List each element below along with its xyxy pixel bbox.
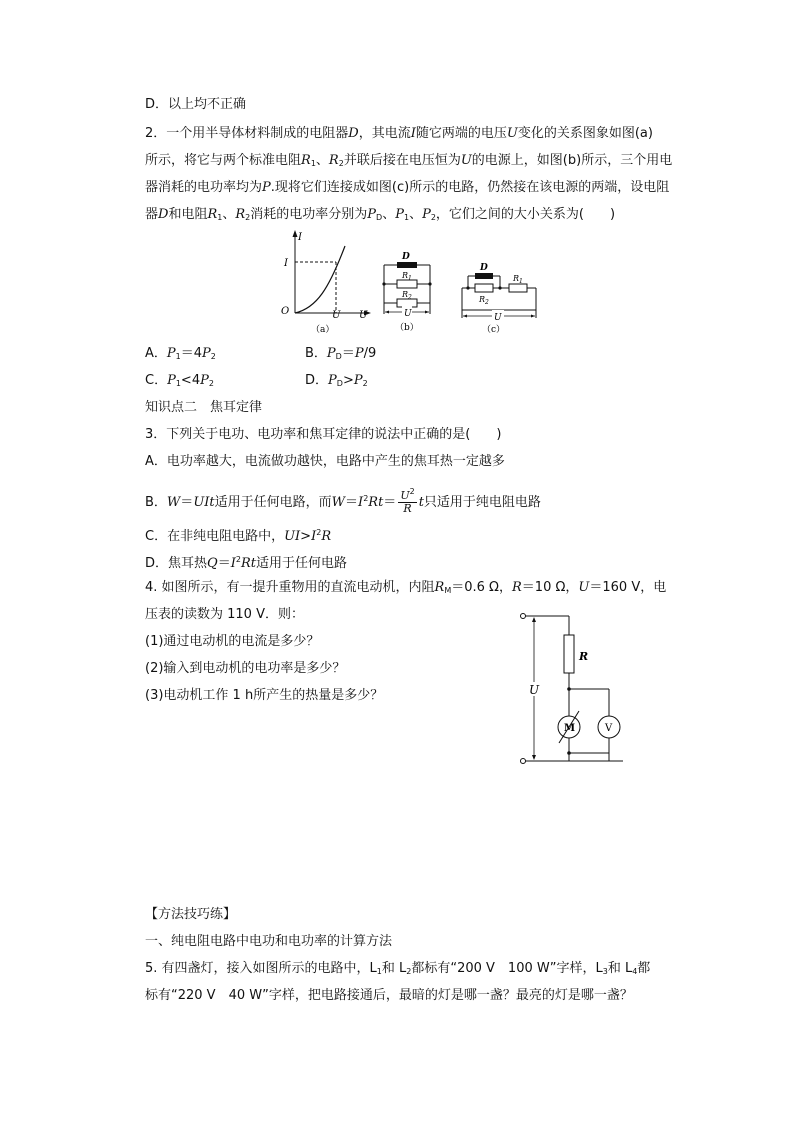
q3-stem: 3．下列关于电功、电功率和焦耳定律的说法中正确的是( ) bbox=[145, 427, 502, 442]
q2-stem-line3: 器消耗的电功率均为P.现将它们连接成如图(c)所示的电路，仍然接在该电源的两端，设电阻 bbox=[145, 180, 670, 195]
q4-sub2: (2)输入到电动机的电功率是多少？ bbox=[145, 661, 346, 676]
q4-stem-line1: 4. 如图所示，有一提升重物用的直流电动机，内阻$R_M=0.6$ Ω，R＝10 Ω，U＝160 V，电 bbox=[145, 580, 667, 595]
label-u: U bbox=[404, 309, 412, 319]
q3-option-b: B．W＝UIt适用于任何电路，而$W=I^2Rt=$ $\frac{U^2}{R}$ t只适用于纯电阻电路 bbox=[145, 487, 541, 515]
axis-label-i: I bbox=[298, 232, 302, 243]
label-r1: $R_1$ bbox=[513, 274, 523, 285]
section-heading-joule: 知识点二 焦耳定律 bbox=[145, 400, 263, 415]
label-r: R bbox=[579, 650, 589, 663]
q4-sub3: (3)电动机工作 1 h所产生的热量是多少？ bbox=[145, 688, 384, 703]
axis-label-u: U bbox=[359, 310, 368, 321]
caption-b: （b） bbox=[395, 323, 419, 333]
q3-option-c: C．在非纯电阻电路中，$UI>I^2R$ bbox=[145, 528, 332, 544]
q2-stem-line4: 器D和电阻$R_1$、$R_2$消耗的电功率分别为$P_D$、$P_1$、$P_2$，它们之间的大小关系为( ) bbox=[145, 207, 616, 222]
caption-a: （a） bbox=[311, 325, 335, 335]
q2-stem-line1: 2．一个用半导体材料制成的电阻器D，其电流I随它两端的电压U变化的关系图象如图(a) bbox=[145, 126, 653, 141]
resistor-r1 bbox=[509, 284, 527, 292]
figure-a-iu-graph bbox=[275, 228, 375, 336]
origin-label: O bbox=[281, 306, 290, 317]
practice-heading: 【方法技巧练】 bbox=[145, 907, 237, 922]
tick-label-u: U bbox=[332, 310, 341, 321]
figure-b-parallel-circuit bbox=[378, 250, 438, 336]
label-m: M bbox=[564, 723, 576, 734]
resistor-r bbox=[564, 635, 574, 673]
device-d bbox=[475, 273, 493, 279]
label-r2: $R_2$ bbox=[479, 295, 489, 306]
label-u: U bbox=[529, 683, 540, 697]
q2-stem-line2: 所示，将它与两个标准电阻$R_1$、$R_2$并联后接在电压恒为U的电源上，如图(b)所示，三个用电 bbox=[145, 153, 673, 168]
q2-option-d: D．$P_D>P_2$ bbox=[305, 373, 368, 388]
resistor-r2 bbox=[397, 299, 417, 307]
label-v: V bbox=[605, 723, 613, 734]
terminal-top bbox=[521, 614, 526, 619]
q4-stem-line2: 压表的读数为 110 V．则： bbox=[145, 607, 304, 622]
label-d: D bbox=[480, 263, 488, 273]
iu-curve bbox=[295, 246, 345, 313]
q5-stem-line2: 标有“220 V 40 W”字样，把电路接通后，最暗的灯是哪一盏？最亮的灯是哪一盏？ bbox=[145, 988, 633, 1003]
resistor-r2 bbox=[475, 284, 493, 292]
device-d bbox=[397, 262, 417, 268]
label-u: U bbox=[494, 313, 502, 323]
figure-motor-circuit bbox=[515, 605, 640, 770]
resistor-r1 bbox=[397, 280, 417, 288]
tick-label-i: I bbox=[284, 258, 288, 269]
terminal-bottom bbox=[521, 759, 526, 764]
practice-subheading: 一、纯电阻电路中电功和电功率的计算方法 bbox=[145, 934, 393, 949]
q3-option-a: A．电功率越大，电流做功越快，电路中产生的焦耳热一定越多 bbox=[145, 454, 505, 469]
caption-c: （c） bbox=[482, 325, 506, 335]
q4-sub1: (1)通过电动机的电流是多少？ bbox=[145, 634, 320, 649]
label-d: D bbox=[402, 252, 410, 262]
q1-option-d: D．以上均不正确 bbox=[145, 97, 247, 112]
y-axis-arrow-icon bbox=[293, 230, 298, 237]
q2-option-c: C．$P_1<4P_2$ bbox=[145, 373, 214, 388]
q5-stem-line1: 5. 有四盏灯，接入如图所示的电路中，$L_1$和 $L_2$都标有“200 V 100 W”字样，$L_3$和 $L_4$都 bbox=[145, 961, 651, 976]
q2-option-a: A．$P_1=4P_2$ bbox=[145, 346, 216, 361]
q2-option-b: B．$P_D=P/9$ bbox=[305, 346, 377, 361]
figure-c-mixed-circuit bbox=[456, 258, 542, 336]
label-r1: $R_1$ bbox=[402, 271, 412, 282]
label-r2: $R_2$ bbox=[402, 290, 412, 301]
q3-option-d: D．焦耳热$Q=I^2Rt$适用于任何电路 bbox=[145, 555, 347, 571]
fraction-u2-over-r: $\frac{U^2}{R}$ bbox=[400, 487, 415, 515]
